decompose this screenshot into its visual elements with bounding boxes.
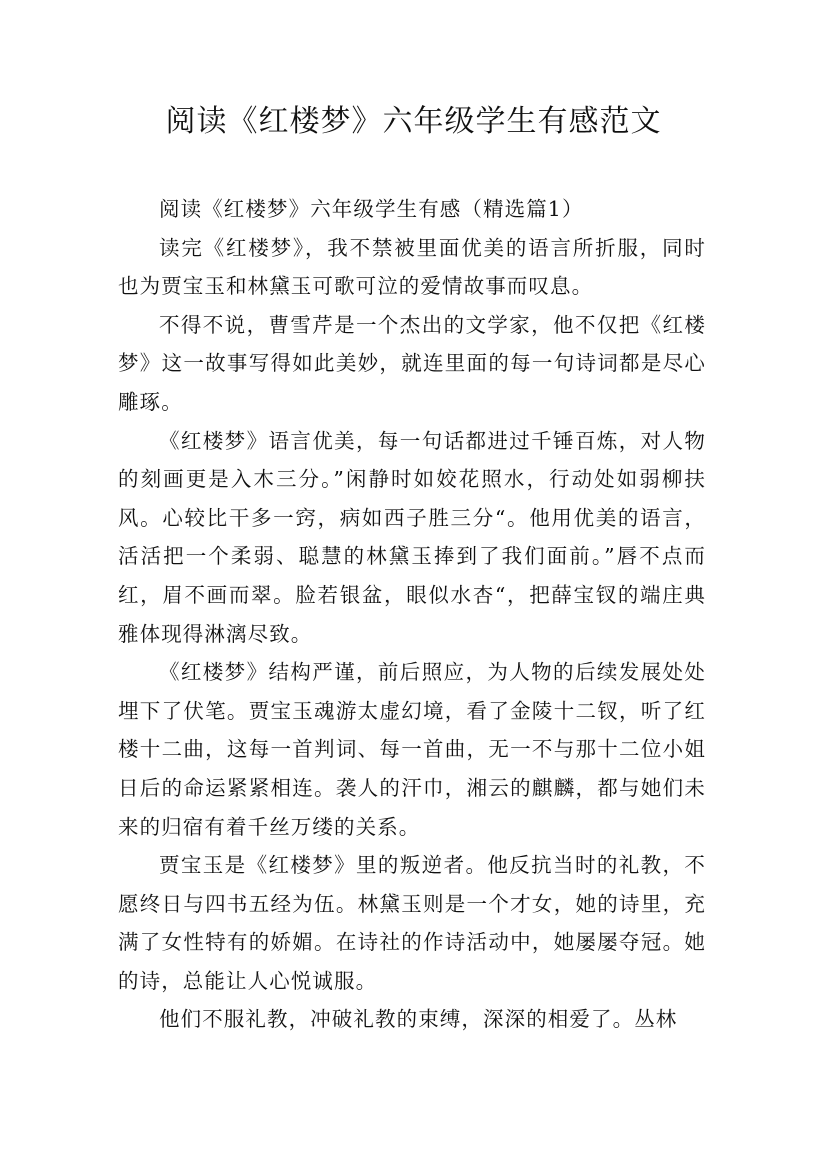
paragraph: 《红楼梦》语言优美，每一句话都进过千锤百炼，对人物的刻画更是入木三分。”闲静时如姣花照水，行动处如弱柳扶风。心较比干多一窍，病如西子胜三分“。他用优美的语言，活活把一个柔弱、聪慧的林黛玉捧到了我们面前。”唇不点而红，眉不画而翠。脸若银盆，眼似水杏“，把薛宝钗的端庄典雅体现得淋漓尽致。 — [118, 428, 706, 646]
section-heading: 阅读《红楼梦》六年级学生有感（精选篇1） — [159, 197, 584, 221]
paragraph: 不得不说，曹雪芹是一个杰出的文学家，他不仅把《红楼梦》这一故事写得如此美妙，就连里面的每一句诗词都是尽心雕琢。 — [118, 312, 706, 414]
paragraph: 贾宝玉是《红楼梦》里的叛逆者。他反抗当时的礼教，不愿终日与四书五经为伍。林黛玉则是一个才女，她的诗里，充满了女性特有的娇媚。在诗社的作诗活动中，她屡屡夺冠。她的诗，总能让人心悦诚服。 — [118, 853, 706, 993]
paragraph: 读完《红楼梦》，我不禁被里面优美的语言所折服，同时也为贾宝玉和林黛玉可歌可泣的爱情故事而叹息。 — [118, 235, 706, 299]
document-title: 阅读《红楼梦》六年级学生有感范文 — [165, 104, 662, 139]
document-body — [118, 190, 706, 1039]
paragraph: 他们不服礼教，冲破礼教的束缚，深深的相爱了。丛林 — [159, 1007, 678, 1032]
paragraph: 《红楼梦》结构严谨，前后照应，为人物的后续发展处处埋下了伏笔。贾宝玉魂游太虚幻境，看了金陵十二钗，听了红楼十二曲，这每一首判词、每一首曲，无一不与那十二位小姐日后的命运紧紧相连。袭人的汗巾，湘云的麒麟，都与她们未来的归宿有着千丝万缕的关系。 — [118, 660, 706, 839]
